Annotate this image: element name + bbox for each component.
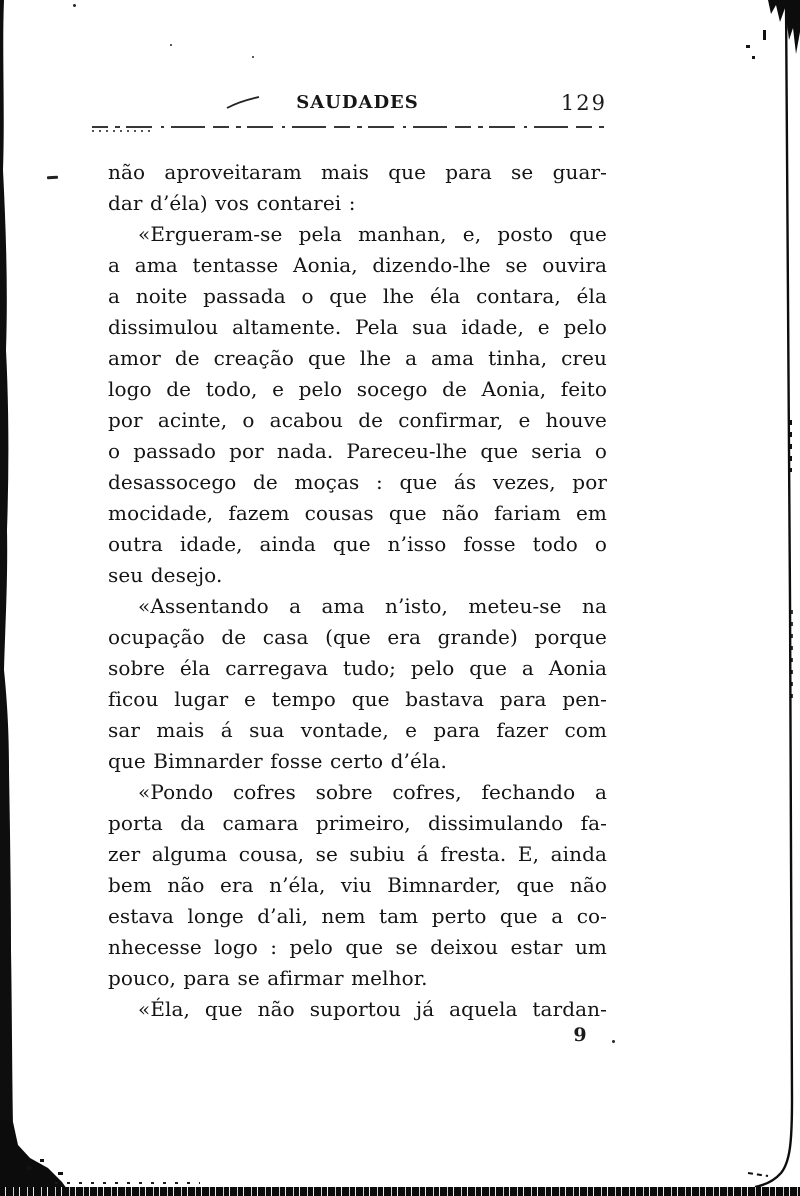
text-line: logo de todo, e pelo socego de Aonia, feito — [108, 377, 607, 401]
text-line: bem não era n’éla, viu Bimnarder, que não — [108, 873, 607, 897]
scan-edge-bottom — [0, 1187, 800, 1196]
text-line: que Bimnarder fosse certo d’éla. — [108, 749, 447, 773]
stray-mark-dash — [47, 176, 58, 180]
text-line: amor de creação que lhe a ama tinha, creu — [108, 346, 607, 370]
text-line: a noite passada o que lhe éla contara, éla — [108, 284, 607, 308]
speck — [612, 1040, 615, 1043]
page-text — [108, 157, 607, 1025]
text-line: «Ergueram-se pela manhan, e, posto que — [138, 222, 607, 246]
scan-edge-left — [0, 0, 13, 1125]
text-line: nhecesse logo : pelo que se deixou estar um — [108, 935, 607, 959]
paragraph — [108, 219, 607, 591]
text-line: «Éla, que não suportou já aquela tardan- — [138, 997, 607, 1021]
text-line: dar d’éla) vos contarei : — [108, 191, 356, 215]
text-line: dissimulou altamente. Pela sua idade, e pelo — [108, 315, 607, 339]
text-line: por acinte, o acabou de confirmar, e houve — [108, 408, 607, 432]
speck — [73, 4, 76, 7]
text-line: o passado por nada. Pareceu-lhe que seria o — [108, 439, 607, 463]
scan-blob-bottom-left — [0, 1120, 72, 1196]
text-line: não aproveitaram mais que para se guar- — [108, 160, 607, 184]
text-line: porta da camara primeiro, dissimulando fa- — [108, 811, 607, 835]
page-number: 129 — [560, 91, 607, 115]
speck — [252, 56, 254, 58]
speck — [170, 44, 172, 46]
text-line: pouco, para se afirmar melhor. — [108, 966, 428, 990]
signature-mark: 9 — [573, 1024, 587, 1046]
scan-blob-top-right — [768, 0, 800, 54]
text-line: a ama tentasse Aonia, dizendo-lhe se ouvira — [108, 253, 607, 277]
paragraph — [108, 591, 607, 777]
scan-edge-right — [755, 0, 792, 1187]
paragraph — [108, 994, 607, 1025]
text-line: mocidade, fazem cousas que não fariam em — [108, 501, 607, 525]
paragraph — [108, 157, 607, 219]
text-line: seu desejo. — [108, 563, 223, 587]
running-head-title: SAUDADES — [296, 92, 419, 113]
text-line: «Assentando a ama n’isto, meteu-se na — [138, 594, 607, 618]
text-line: estava longe d’ali, nem tam perto que a co- — [108, 904, 607, 928]
text-line: desassocego de moças : que ás vezes, por — [108, 470, 607, 494]
text-line: outra idade, ainda que n’isso fosse todo o — [108, 532, 607, 556]
text-line: ocupação de casa (que era grande) porque — [108, 625, 607, 649]
text-line: zer alguma cousa, se subiu á fresta. E, ainda — [108, 842, 607, 866]
text-line: ficou lugar e tempo que bastava para pen- — [108, 687, 607, 711]
text-line: «Pondo cofres sobre cofres, fechando a — [138, 780, 607, 804]
text-line: sar mais á sua vontade, e para fazer com — [108, 718, 607, 742]
text-line: sobre éla carregava tudo; pelo que a Aonia — [108, 656, 607, 680]
paragraph — [108, 777, 607, 994]
